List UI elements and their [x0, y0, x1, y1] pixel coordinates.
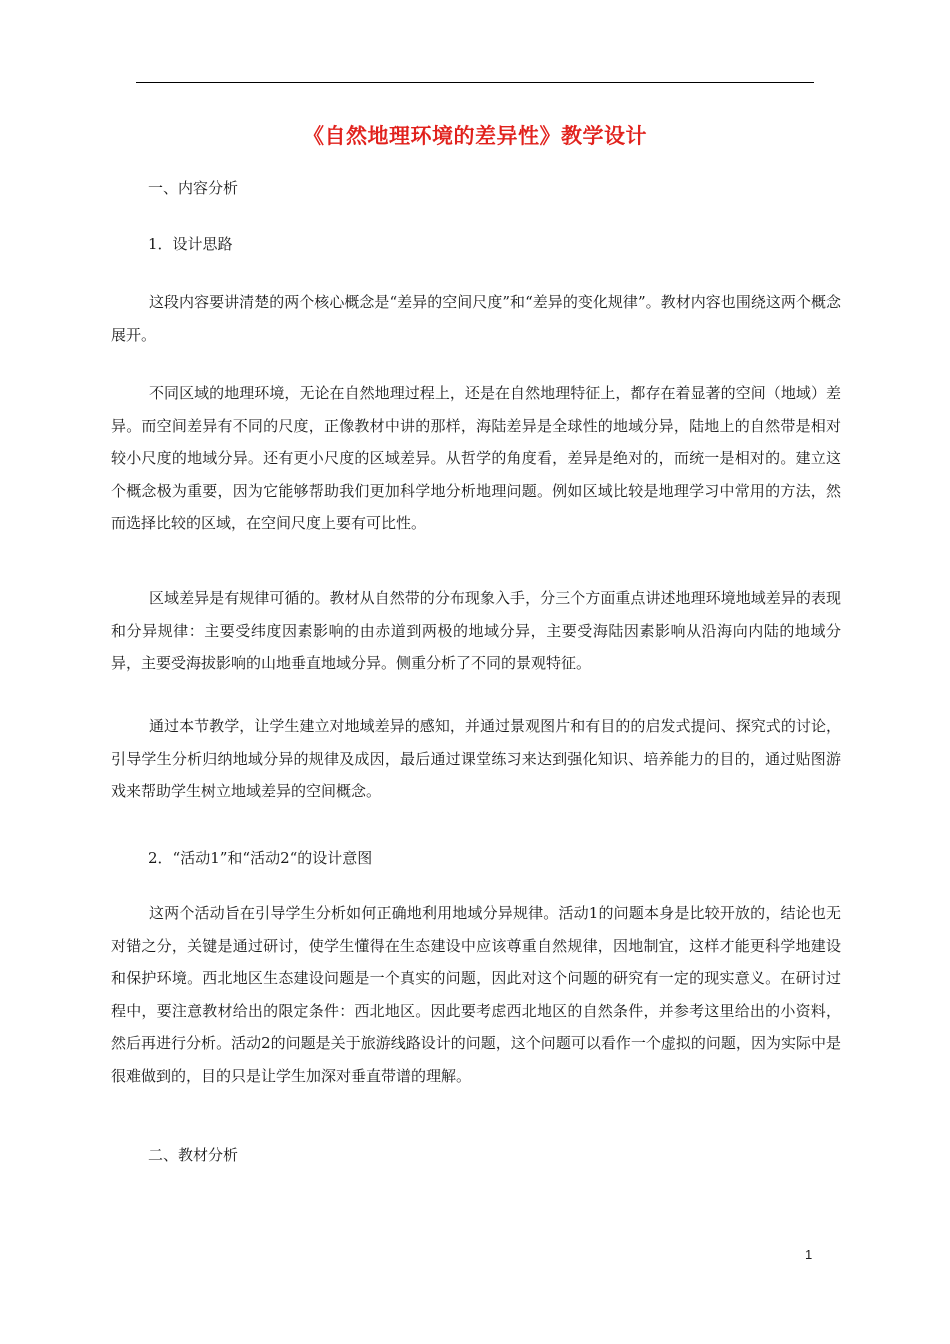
- section-heading-textbook-analysis: 二、教材分析: [148, 1146, 239, 1164]
- paragraph-core-concepts: 这段内容要讲清楚的两个核心概念是“差异的空间尺度”和“差异的变化规律”。教材内容也围绕这两个概念展开。: [111, 293, 841, 344]
- subsection-heading-activity-intent: 2．“活动1”和“活动2“的设计意图: [148, 849, 373, 867]
- page-number: 1: [805, 1247, 813, 1262]
- paragraph-activities: 这两个活动旨在引导学生分析如何正确地利用地域分异规律。活动1的问题本身是比较开放的，结论也无对错之分，关键是通过研讨，使学生懂得在生态建设中应该尊重自然规律，因地制宜，这样才能更科学地建设和保护环境。西北地区生态建设问题是一个真实的问题，因此对这个问题的研究有一定的现实意义。在研讨过程中，要注意教材给出的限定条件：西北地区。因此要考虑西北地区的自然条件，并参考这里给出的小资料，然后再进行分析。活动2的问题是关于旅游线路设计的问题，这个问题可以看作一个虚拟的问题，因为实际中是很难做到的，目的只是让学生加深对垂直带谱的理解。: [111, 904, 841, 1085]
- document-title: 《自然地理环境的差异性》教学设计: [303, 124, 647, 148]
- header-rule: [136, 82, 814, 83]
- paragraph-regular-patterns: 区域差异是有规律可循的。教材从自然带的分布现象入手，分三个方面重点讲述地理环境地域差异的表现和分异规律：主要受纬度因素影响的由赤道到两极的地域分异，主要受海陆因素影响从沿海向内陆的地域分异，主要受海拔影响的山地垂直地域分异。侧重分析了不同的景观特征。: [111, 589, 841, 672]
- subsection-heading-design-idea: 1．设计思路: [148, 235, 233, 253]
- paragraph-teaching-goals: 通过本节教学，让学生建立对地域差异的感知，并通过景观图片和有目的的启发式提问、探究式的讨论，引导学生分析归纳地域分异的规律及成因，最后通过课堂练习来达到强化知识、培养能力的目的，通过贴图游戏来帮助学生树立地域差异的空间概念。: [111, 717, 841, 800]
- paragraph-spatial-scale: 不同区域的地理环境，无论在自然地理过程上，还是在自然地理特征上，都存在着显著的空间（地域）差异。而空间差异有不同的尺度，正像教材中讲的那样，海陆差异是全球性的地域分异，陆地上的自然带是相对较小尺度的地域分异。还有更小尺度的区域差异。从哲学的角度看，差异是绝对的，而统一是相对的。建立这个概念极为重要，因为它能够帮助我们更加科学地分析地理问题。例如区域比较是地理学习中常用的方法，然而选择比较的区域，在空间尺度上要有可比性。: [111, 384, 841, 532]
- section-heading-content-analysis: 一、内容分析: [148, 179, 239, 197]
